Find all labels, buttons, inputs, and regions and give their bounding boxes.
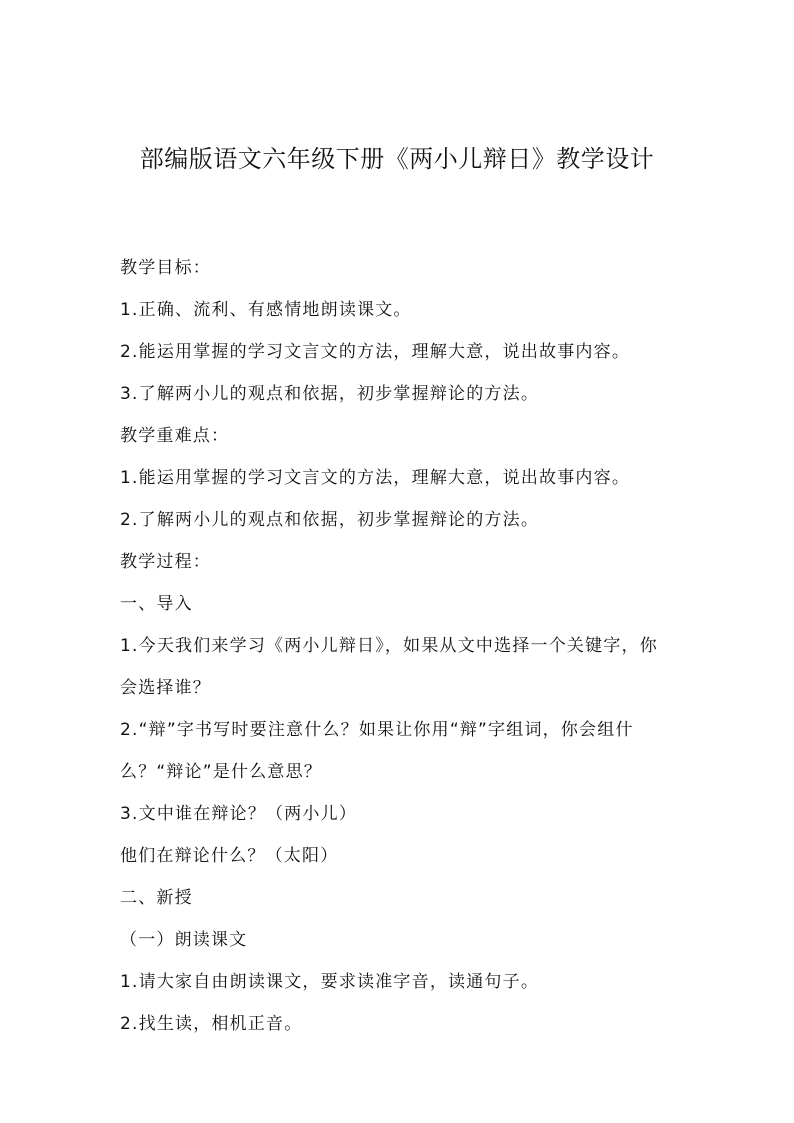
- process-item: 2.“辩”字书写时要注意什么？如果让你用“辩”字组词，你会组什: [120, 720, 634, 740]
- objective-item: 2.能运用掌握的学习文言文的方法，理解大意，说出故事内容。: [120, 342, 631, 362]
- key-point-item: 2.了解两小儿的观点和依据，初步掌握辩论的方法。: [120, 510, 540, 530]
- reading-item: 2.找生读，相机正音。: [120, 1014, 303, 1034]
- objective-item: 3.了解两小儿的观点和依据，初步掌握辩论的方法。: [120, 384, 540, 404]
- key-point-item: 1.能运用掌握的学习文言文的方法，理解大意，说出故事内容。: [120, 468, 631, 488]
- document-title: 部编版语文六年级下册《两小儿辩日》教学设计: [139, 145, 655, 173]
- subsection-heading-new-lesson: 二、新授: [120, 888, 193, 908]
- process-item-continuation: 么？“辩论”是什么意思？: [120, 762, 323, 782]
- process-item: 3.文中谁在辩论？（两小儿）: [120, 804, 358, 824]
- section-heading-key-points: 教学重难点：: [120, 426, 230, 446]
- process-item-continuation: 会选择谁？: [120, 678, 211, 698]
- section-heading-objectives: 教学目标：: [120, 258, 211, 278]
- section-heading-process: 教学过程：: [120, 552, 211, 572]
- reading-item: 1.请大家自由朗读课文，要求读准字音，读通句子。: [120, 972, 540, 992]
- document-body: [120, 248, 680, 1046]
- subsection-heading-intro: 一、导入: [120, 594, 193, 614]
- subsection-heading-reading: （一）朗读课文: [120, 930, 248, 950]
- process-item-continuation: 他们在辩论什么？（太阳）: [120, 846, 339, 866]
- objective-item: 1.正确、流利、有感情地朗读课文。: [120, 300, 412, 320]
- process-item: 1.今天我们来学习《两小儿辩日》，如果从文中选择一个关键字，你: [120, 636, 658, 656]
